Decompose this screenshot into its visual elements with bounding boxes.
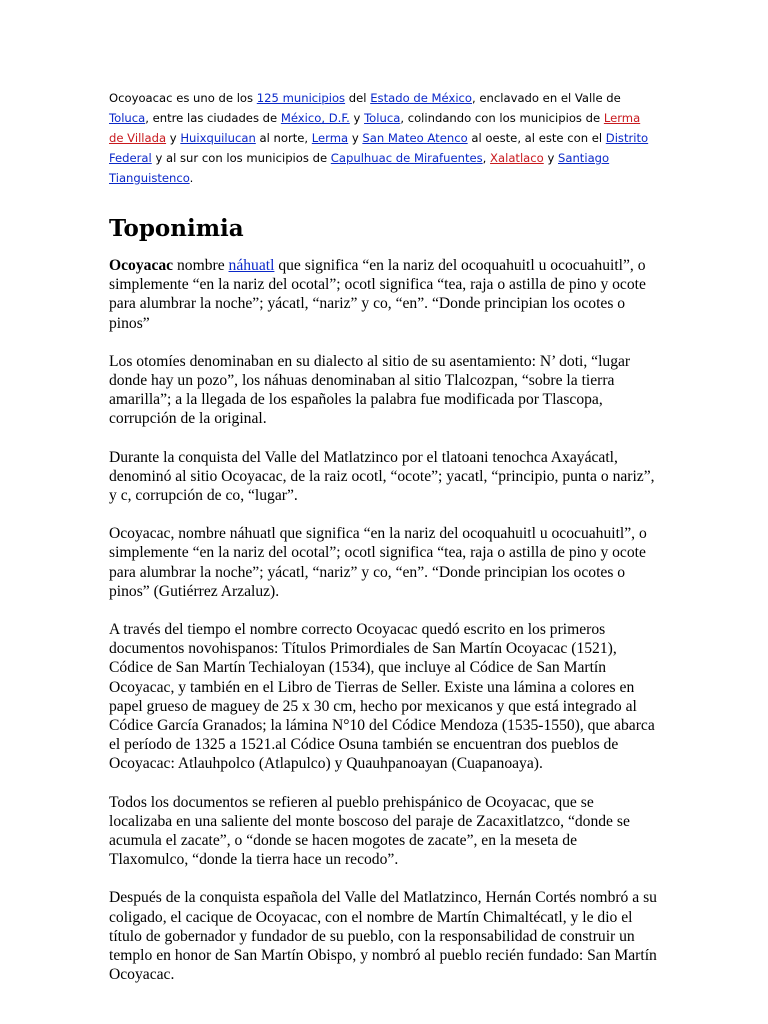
intro-subject: Ocoyoacac bbox=[109, 91, 173, 105]
intro-text: , enclavado en el Valle de bbox=[472, 91, 621, 105]
link-toluca-valle[interactable]: Toluca bbox=[109, 111, 146, 125]
paragraph-7: Después de la conquista española del Valle del Matlatzinco, Hernán Cortés nombró a su coligado, el cacique de Ocoyacac, con el nombre de Martín Chimaltécatl, y le dio el título de gobernador y fundador de su pueblo, con la responsabilidad de construir un templo en honor de San Martín Obispo, y nombró al pueblo recién fundado: San Martín Ocoyacac. bbox=[109, 889, 657, 984]
link-nahuatl[interactable]: náhuatl bbox=[228, 257, 275, 274]
paragraph-3: Durante la conquista del Valle del Matlatzinco por el tlatoani tenochca Axayácatl, denominó al sitio Ocoyacac, de la raiz ocotl, “ocote”; yacatl, “principio, punta o nariz”, y c, corrupción de co, “lugar”. bbox=[109, 448, 655, 505]
paragraph-6: Todos los documentos se refieren al pueblo prehispánico de Ocoyacac, que se localizaba en una saliente del monte boscoso del paraje de Zacaxitlatzco, “donde se acumula el zacate”, o “donde se hacen mogotes de zacate”, en la meseta de Tlaxomulco, “donde la tierra hace un recodo”. bbox=[109, 793, 630, 869]
link-san-mateo-atenco[interactable]: San Mateo Atenco bbox=[362, 131, 468, 145]
intro-text: , colindando con los municipios de bbox=[400, 111, 604, 125]
link-estado-de-mexico[interactable]: Estado de México bbox=[370, 91, 473, 105]
link-capulhuac[interactable]: Capulhuac de Mirafuentes bbox=[330, 151, 483, 165]
paragraph-5: A través del tiempo el nombre correcto Ocoyacac quedó escrito en los primeros documentos novohispanos: Títulos Primordiales de San Martín Ocoyacac (1521), Códice de San Martín Techialoyan (1534), que incluye al Códice de San Martín Ocoyacac, y también en el Libro de Tierras de Seller. Existe una lámina a colores en papel grueso de maguey de 25 x 30 cm, hecho por mexicanos y que está integrado al Códice García Granados; la lámina N°10 del Códice Mendoza (1535-1550), que abarca el período de 1325 a 1521.al Códice Osuna también se encuentran dos pueblos de Ocoyacac: Atlauhpolco (Atlapulco) y Quauhpanoayan (Cuapanoaya). bbox=[109, 621, 655, 773]
intro-text: , entre las ciudades de bbox=[145, 111, 281, 125]
intro-text: y bbox=[348, 131, 363, 145]
link-lerma[interactable]: Lerma bbox=[311, 131, 349, 145]
section-heading-toponimia: Toponimia bbox=[109, 215, 244, 242]
link-toluca[interactable]: Toluca bbox=[364, 111, 401, 125]
intro-text: del bbox=[345, 91, 371, 105]
intro-text: al norte, bbox=[255, 131, 312, 145]
paragraph-text: nombre bbox=[173, 257, 229, 274]
intro-text: y bbox=[166, 131, 181, 145]
paragraph-1 bbox=[109, 256, 657, 333]
document-page bbox=[109, 88, 657, 1004]
link-huixquilucan[interactable]: Huixquilucan bbox=[180, 131, 256, 145]
intro-paragraph bbox=[109, 88, 657, 188]
intro-text: y bbox=[543, 151, 558, 165]
link-mexico-df[interactable]: México, D.F. bbox=[280, 111, 350, 125]
intro-text: es uno de los bbox=[172, 91, 257, 105]
intro-text: . bbox=[189, 171, 194, 185]
term-ocoyacac: Ocoyacac bbox=[109, 257, 174, 274]
intro-text: y al sur con los municipios de bbox=[151, 151, 331, 165]
link-distrito-federal[interactable]: Distrito Federal bbox=[109, 131, 649, 165]
intro-text: , bbox=[482, 151, 491, 165]
intro-text: al oeste, al este con el bbox=[467, 131, 606, 145]
link-125-municipios[interactable]: 125 municipios bbox=[256, 91, 346, 105]
link-xalatlaco[interactable]: Xalatlaco bbox=[490, 151, 544, 165]
paragraph-4: Ocoyacac, nombre náhuatl que significa “en la nariz del ocoquahuitl u ococuahuitl”, o simplemente “en la nariz del ocotal”; ocotl significa “tea, raja o astilla de pino y ocote para alumbrar la noche”; yácatl, “nariz” y co, “en”. “Donde principian los ocotes o pinos” (Gutiérrez Arzaluz). bbox=[109, 525, 647, 600]
intro-text: y bbox=[349, 111, 365, 125]
paragraph-2: Los otomíes denominaban en su dialecto al sitio de su asentamiento: N’ doti, “lugar donde hay un pozo”, los náhuas denominaban al sitio Tlalcozpan, “sobre la tierra amarilla”; a la llegada de los españoles la palabra fue modificada por Tlascopa, corrupción de la original. bbox=[109, 352, 631, 428]
paragraph-text: que significa “en la nariz del ocoquahuitl u ococuahuitl”, o simplemente “en la nariz del ocotal”; ocotl significa “tea, raja o astilla de pino y ocote para alumbrar la noche”; yácatl, “nariz” y co, “en”. “Donde principian los ocotes o pinos” bbox=[109, 257, 646, 332]
link-santiago-tianguistenco[interactable]: Santiago Tianguistenco bbox=[109, 151, 610, 185]
link-lerma-de-villada[interactable]: Lerma de Villada bbox=[109, 111, 641, 145]
